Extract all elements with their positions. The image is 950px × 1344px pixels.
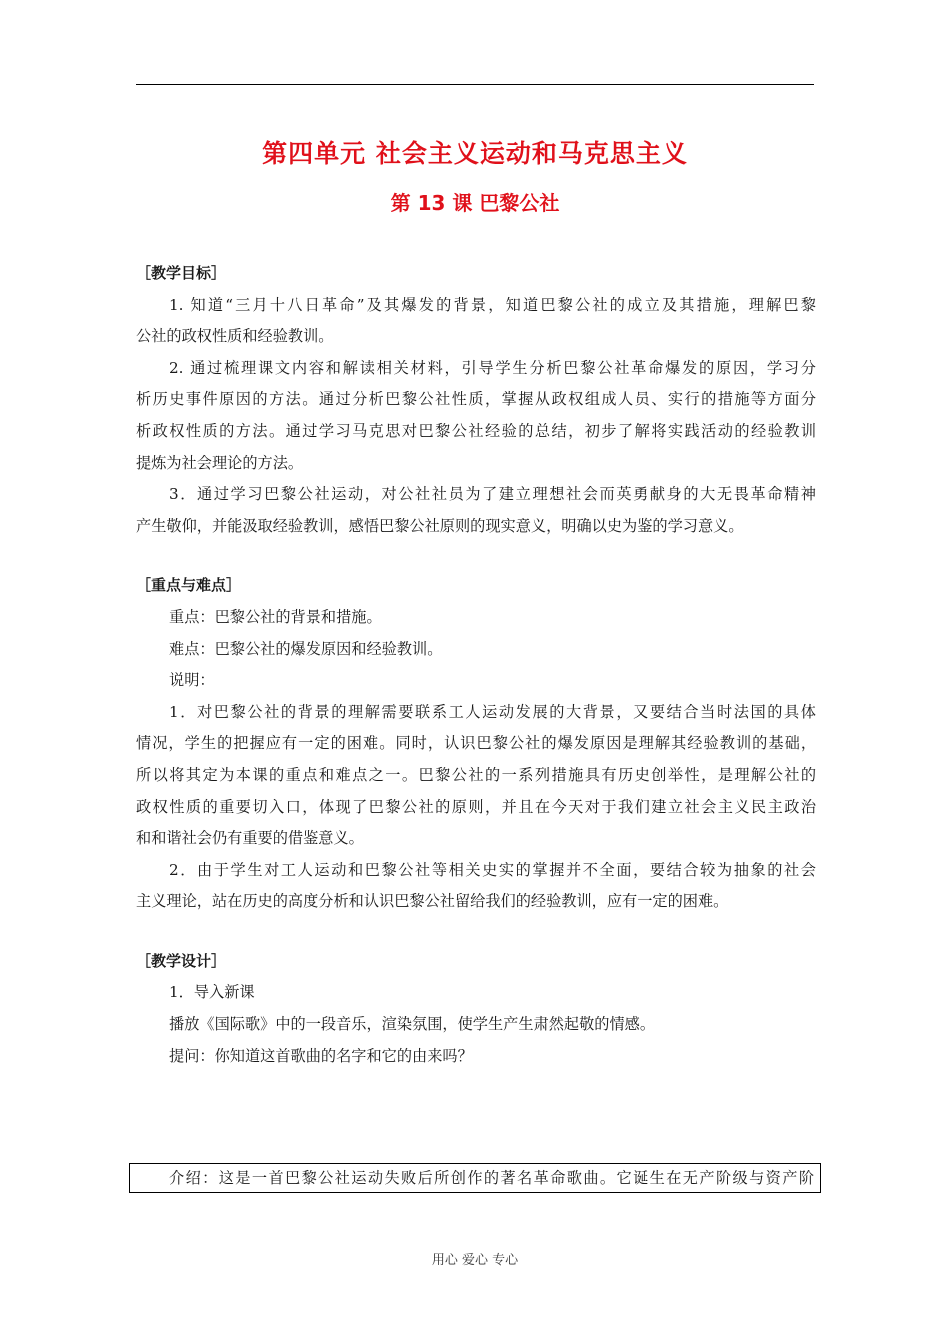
lesson-title: 第 13 课 巴黎公社	[390, 191, 560, 215]
paragraph-line: 所以将其定为本课的重点和难点之一。巴黎公社的一系列措施具有历史创举性，是理解公社的	[136, 765, 816, 784]
boxed-paragraph: 介绍：这是一首巴黎公社运动失败后所创作的著名革命歌曲。它诞生在无产阶级与资产阶	[129, 1163, 821, 1193]
section-heading-objectives: ［教学目标］	[136, 264, 227, 282]
section-heading-design: ［教学设计］	[136, 951, 227, 970]
section-heading-key-points: ［重点与难点］	[136, 576, 242, 595]
page-footer: 用心 爱心 专心	[431, 1253, 519, 1268]
paragraph-line: 提炼为社会理论的方法。	[136, 453, 304, 472]
header-rule	[136, 84, 814, 85]
paragraph-line: 2．由于学生对工人运动和巴黎公社等相关史实的掌握并不全面，要结合较为抽象的社会	[169, 860, 816, 879]
paragraph-line: 公社的政权性质和经验教训。	[136, 327, 334, 346]
paragraph-line: 播放《国际歌》中的一段音乐，渲染氛围，使学生产生肃然起敬的情感。	[169, 1015, 655, 1034]
unit-title: 第四单元 社会主义运动和马克思主义	[262, 139, 688, 168]
paragraph-line: 1．对巴黎公社的背景的理解需要联系工人运动发展的大背景，又要结合当时法国的具体	[169, 702, 816, 721]
paragraph-line: 提问：你知道这首歌曲的名字和它的由来吗？	[169, 1046, 473, 1065]
paragraph-line: 重点：巴黎公社的背景和措施。	[169, 607, 382, 626]
paragraph-line: 政权性质的重要切入口，体现了巴黎公社的原则，并且在今天对于我们建立社会主义民主政治	[136, 797, 816, 816]
paragraph-line: 3．通过学习巴黎公社运动，对公社社员为了建立理想社会而英勇献身的大无畏革命精神	[169, 485, 816, 504]
paragraph-line: 说明：	[169, 671, 215, 690]
paragraph-line: 和和谐社会仍有重要的借鉴意义。	[136, 829, 364, 848]
paragraph-line: 2. 通过梳理课文内容和解读相关材料，引导学生分析巴黎公社革命爆发的原因，学习分	[169, 358, 816, 377]
paragraph-line: 产生敬仰，并能汲取经验教训，感悟巴黎公社原则的现实意义，明确以史为鉴的学习意义。	[136, 516, 744, 535]
paragraph-line: 难点：巴黎公社的爆发原因和经验教训。	[169, 639, 443, 658]
paragraph-line: 析历史事件原因的方法。通过分析巴黎公社性质，掌握从政权组成人员、实行的措施等方面分	[136, 390, 816, 409]
paragraph-line: 析政权性质的方法。通过学习马克思对巴黎公社经验的总结，初步了解将实践活动的经验教训	[136, 421, 816, 440]
paragraph-line: 主义理论，站在历史的高度分析和认识巴黎公社留给我们的经验教训，应有一定的困难。	[136, 892, 729, 911]
document-body	[136, 258, 816, 1072]
paragraph-line: 1．导入新课	[169, 983, 255, 1002]
paragraph-line: 1. 知道“三月十八日革命”及其爆发的背景，知道巴黎公社的成立及其措施，理解巴黎	[169, 295, 816, 314]
paragraph-line: 情况，学生的把握应有一定的困难。同时，认识巴黎公社的爆发原因是理解其经验教训的基础，	[136, 734, 816, 753]
